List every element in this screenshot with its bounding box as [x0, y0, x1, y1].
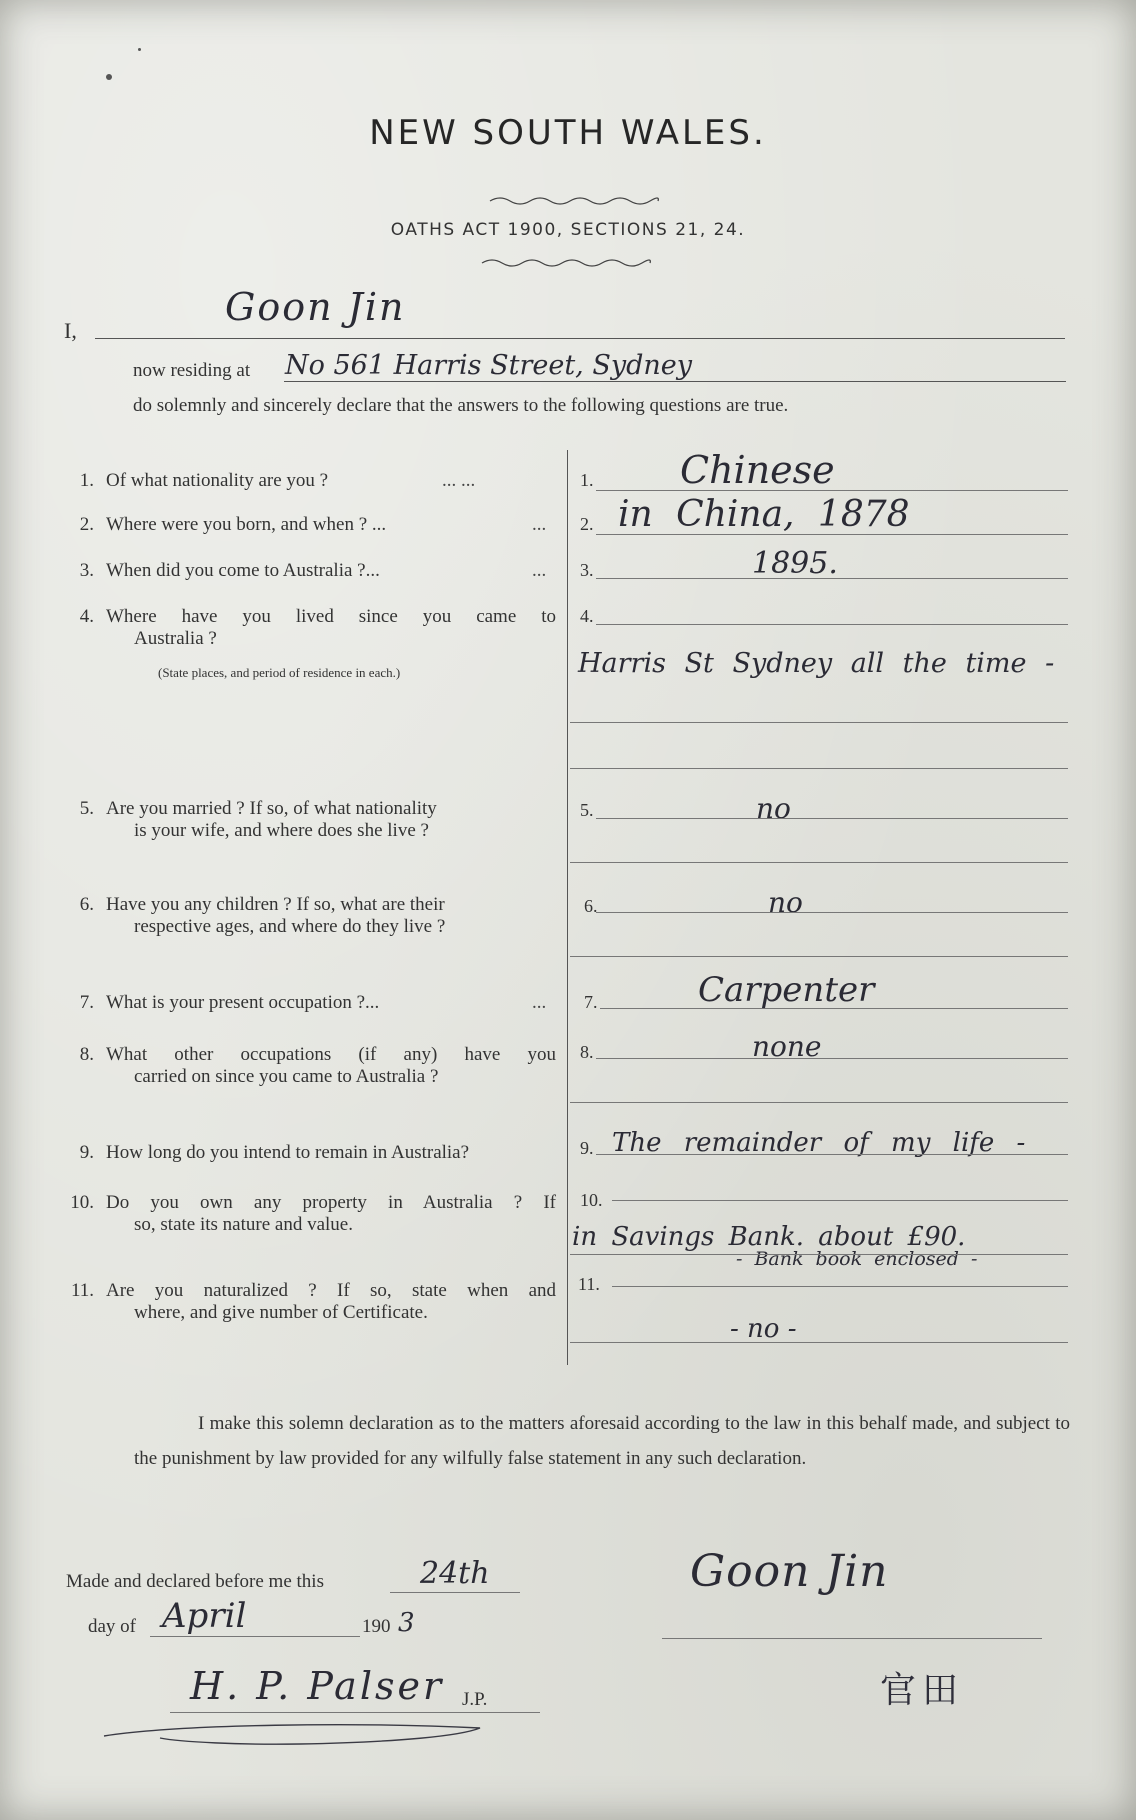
answer-line — [600, 1008, 1068, 1009]
answer-line — [570, 1342, 1068, 1343]
question-text: Where have you lived since you came to — [106, 606, 556, 627]
question-number: 11. — [70, 1280, 94, 1301]
answer-number: 5. — [580, 800, 594, 820]
year-suffix: 3 — [398, 1608, 415, 1638]
question-number: 1. — [79, 470, 94, 491]
answer-line — [596, 578, 1068, 579]
answer-10: in Savings Bank. about £90. — [572, 1222, 966, 1252]
question-text: Have you any children ? If so, what are their — [106, 894, 445, 915]
answer-5: no — [756, 792, 791, 825]
form-title: NEW SOUTH WALES. — [369, 113, 767, 153]
answer-number: 10. — [580, 1190, 603, 1210]
declarant-signature-line — [662, 1638, 1042, 1639]
answer-line — [596, 818, 1068, 819]
answer-4: Harris St Sydney all the time - — [578, 648, 1055, 679]
question-text: How long do you intend to remain in Australia? — [106, 1142, 470, 1163]
question-text: so, state its nature and value. — [134, 1214, 353, 1235]
answer-number: 11. — [578, 1274, 600, 1294]
month-line — [150, 1636, 360, 1637]
jp-line — [170, 1712, 540, 1713]
answer-1: Chinese — [680, 448, 835, 492]
question-dots: ... — [532, 514, 547, 535]
question-text: respective ages, and where do they live ? — [134, 916, 446, 937]
answer-line — [612, 1200, 1068, 1201]
answer-number: 9. — [580, 1138, 594, 1158]
question-number: 3. — [79, 560, 94, 581]
answer-line — [570, 1254, 1068, 1255]
answer-line — [570, 956, 1068, 957]
question-number: 8. — [79, 1044, 94, 1065]
question-text: Australia ? — [134, 628, 217, 649]
answer-line — [596, 1058, 1068, 1059]
question-number: 7. — [79, 992, 94, 1013]
question-number: 5. — [79, 798, 94, 819]
answer-number: 7. — [584, 992, 598, 1012]
year-prefix: 190 — [362, 1616, 391, 1637]
name-line — [95, 338, 1065, 339]
subtitle-flourish — [480, 257, 652, 269]
answer-3: 1895. — [752, 546, 838, 581]
answer-line — [570, 768, 1068, 769]
question-number: 10. — [70, 1192, 94, 1213]
question-dots: ... — [532, 992, 547, 1013]
question-text: Of what nationality are you ? — [106, 470, 329, 491]
answer-line — [596, 490, 1068, 491]
question-number: 6. — [79, 894, 94, 915]
question-note: (State places, and period of residence in each.) — [158, 665, 401, 680]
declaration-intro: do solemnly and sincerely declare that the answers to the following questions are true. — [133, 395, 789, 416]
answer-line — [596, 1154, 1068, 1155]
question-text: What other occupations (if any) have you — [106, 1044, 556, 1065]
question-text: Where were you born, and when ? ... — [106, 514, 387, 535]
question-text: What is your present occupation ?... — [106, 992, 380, 1013]
question-text: When did you come to Australia ?... — [106, 560, 380, 581]
jp-label: J.P. — [462, 1689, 488, 1710]
question-number: 9. — [79, 1142, 94, 1163]
answer-9: The remainder of my life - — [612, 1128, 1026, 1158]
answer-number: 2. — [580, 514, 594, 534]
answer-line — [596, 912, 1068, 913]
declarant-name: Goon Jin — [225, 285, 406, 329]
answer-line — [612, 1286, 1068, 1287]
jp-signature: H. P. Palser — [190, 1664, 445, 1708]
answer-number: 6. — [584, 896, 598, 916]
answer-line — [596, 534, 1068, 535]
signature-flourish — [100, 1716, 500, 1750]
answer-line — [570, 722, 1068, 723]
question-text: Are you married ? If so, of what nationality — [106, 798, 437, 819]
column-divider — [567, 450, 568, 1365]
question-text: where, and give number of Certificate. — [134, 1302, 428, 1323]
answer-number: 8. — [580, 1042, 594, 1062]
answer-10-extra: - Bank book enclosed - — [736, 1248, 978, 1270]
ink-speck — [106, 74, 112, 80]
answer-line — [570, 1102, 1068, 1103]
declaration-text: I make this solemn declaration as to the matters aforesaid according to the law in this behalf made, and subject to the punishment by law provided for any wilfully false statement in any such declaration. — [134, 1413, 1070, 1469]
form-subtitle: OATHS ACT 1900, SECTIONS 21, 24. — [390, 220, 746, 240]
ink-speck — [138, 48, 141, 51]
question-text: Do you own any property in Australia ? If — [106, 1192, 556, 1213]
title-flourish — [488, 195, 660, 207]
address-line — [284, 381, 1066, 382]
answer-8: none — [752, 1030, 822, 1063]
answer-number: 4. — [580, 606, 594, 626]
question-text: Are you naturalized ? If so, state when and — [106, 1280, 556, 1301]
question-number: 4. — [79, 606, 94, 627]
question-dots: ... ... — [442, 470, 476, 491]
answer-11: - no - — [730, 1314, 797, 1344]
question-dots: ... — [532, 560, 547, 581]
chinese-signature: 官田 — [880, 1670, 965, 1711]
address-value: No 561 Harris Street, Sydney — [285, 350, 692, 381]
pronoun-label: I, — [64, 318, 77, 343]
answer-2: in China, 1878 — [618, 494, 910, 535]
day-line — [390, 1592, 520, 1593]
day-of-label: day of — [88, 1616, 137, 1637]
answer-7: Carpenter — [698, 970, 875, 1010]
residing-label: now residing at — [133, 360, 251, 381]
day-value: 24th — [420, 1556, 490, 1591]
answer-line — [596, 624, 1068, 625]
answer-number: 1. — [580, 470, 594, 490]
answer-6: no — [768, 886, 803, 919]
month-value: April — [162, 1596, 247, 1636]
answer-number: 3. — [580, 560, 594, 580]
declarant-signature: Goon Jin — [690, 1546, 889, 1597]
question-number: 2. — [79, 514, 94, 535]
question-text: carried on since you came to Australia ? — [134, 1066, 439, 1087]
made-declared-label: Made and declared before me this — [66, 1571, 324, 1592]
question-text: is your wife, and where does she live ? — [134, 820, 429, 841]
answer-line — [570, 862, 1068, 863]
